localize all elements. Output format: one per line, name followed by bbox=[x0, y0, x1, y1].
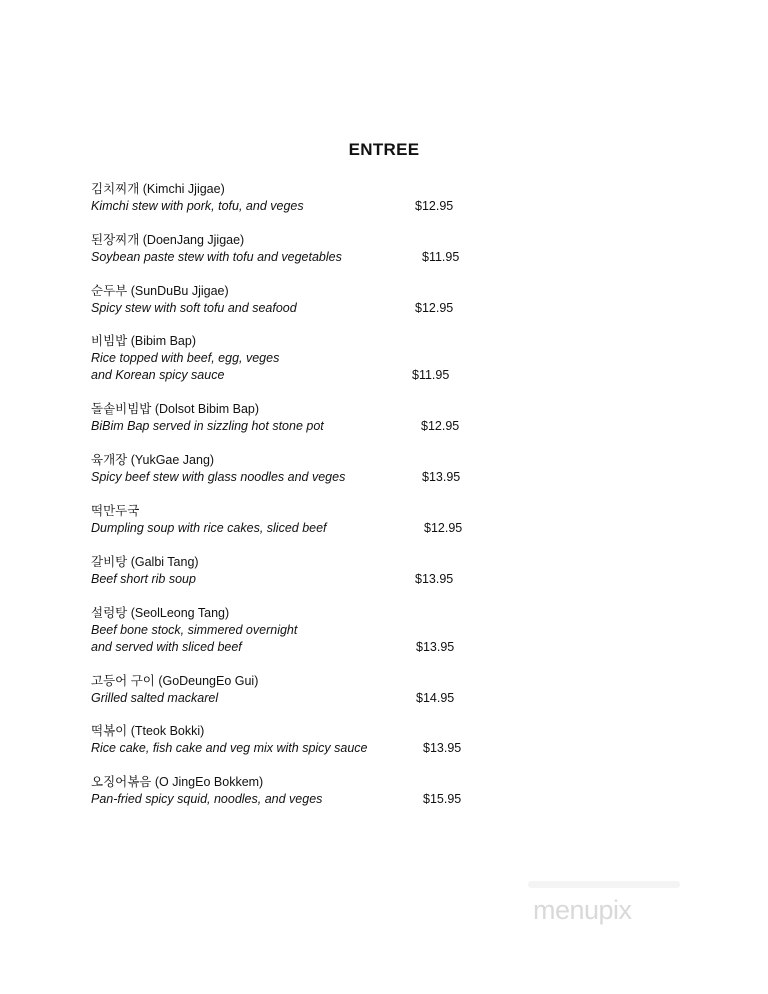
menu-item-price: $13.95 bbox=[423, 741, 462, 755]
menu-item-name: 떡만두국 bbox=[91, 504, 140, 518]
menu-item-price: $11.95 bbox=[422, 250, 460, 264]
menu-item-description: Soybean paste stew with tofu and vegetables bbox=[91, 250, 342, 264]
menu-item-description: and Korean spicy sauce bbox=[91, 368, 225, 382]
menu-item-description: Beef short rib soup bbox=[91, 572, 196, 586]
menu-item-name: 순두부 (SunDuBu Jjigae) bbox=[91, 284, 229, 298]
menu-item-description: BiBim Bap served in sizzling hot stone pot bbox=[91, 419, 324, 433]
menu-item-name: 돌솥비빔밥 (Dolsot Bibim Bap) bbox=[91, 402, 260, 416]
menu-item-name: 비빔밥 (Bibim Bap) bbox=[91, 334, 196, 348]
menu-item-price: $11.95 bbox=[412, 368, 450, 382]
menu-item-name: 육개장 (YukGae Jang) bbox=[91, 453, 215, 467]
menu-item-price: $14.95 bbox=[416, 691, 455, 705]
menu-item-price: $15.95 bbox=[423, 792, 462, 806]
menu-item-description: Rice topped with beef, egg, veges bbox=[91, 351, 280, 365]
menu-item-description: Rice cake, fish cake and veg mix with spicy sauce bbox=[91, 741, 368, 755]
menu-item-name: 김치찌개 (Kimchi Jjigae) bbox=[91, 182, 225, 196]
menu-item-description: Spicy stew with soft tofu and seafood bbox=[91, 301, 297, 315]
menu-item-price: $13.95 bbox=[416, 640, 455, 654]
menu-item-price: $12.95 bbox=[421, 419, 460, 433]
menu-item-description: and served with sliced beef bbox=[91, 640, 242, 654]
menu-item-price: $13.95 bbox=[415, 572, 454, 586]
menu-item-description: Beef bone stock, simmered overnight bbox=[91, 623, 298, 637]
menu-item-price: $13.95 bbox=[422, 470, 461, 484]
menu-item-name: 고등어 구이 (GoDeungEo Gui) bbox=[91, 674, 259, 688]
menu-item-description: Dumpling soup with rice cakes, sliced beef bbox=[91, 521, 327, 535]
menu-section-title: ENTREE bbox=[348, 140, 420, 159]
menu-item-price: $12.95 bbox=[415, 301, 454, 315]
watermark-tagline bbox=[528, 881, 680, 888]
menu-item-description: Pan-fried spicy squid, noodles, and veges bbox=[91, 792, 323, 806]
menu-item-name: 갈비탕 (Galbi Tang) bbox=[91, 555, 199, 569]
menu-item-name: 오징어볶음 (O JingEo Bokkem) bbox=[91, 775, 264, 789]
menu-item-price: $12.95 bbox=[415, 199, 454, 213]
menupix-watermark: menupix bbox=[533, 895, 632, 925]
menu-item-name: 떡볶이 (Tteok Bokki) bbox=[91, 724, 205, 738]
menu-item-name: 설렁탕 (SeolLeong Tang) bbox=[91, 606, 230, 620]
menu-item-price: $12.95 bbox=[424, 521, 463, 535]
menu-item-description: Kimchi stew with pork, tofu, and veges bbox=[91, 199, 304, 213]
menu-item-description: Spicy beef stew with glass noodles and veges bbox=[91, 470, 346, 484]
menu-item-description: Grilled salted mackarel bbox=[91, 691, 219, 705]
menu-item-name: 된장찌개 (DoenJang Jjigae) bbox=[91, 233, 245, 247]
